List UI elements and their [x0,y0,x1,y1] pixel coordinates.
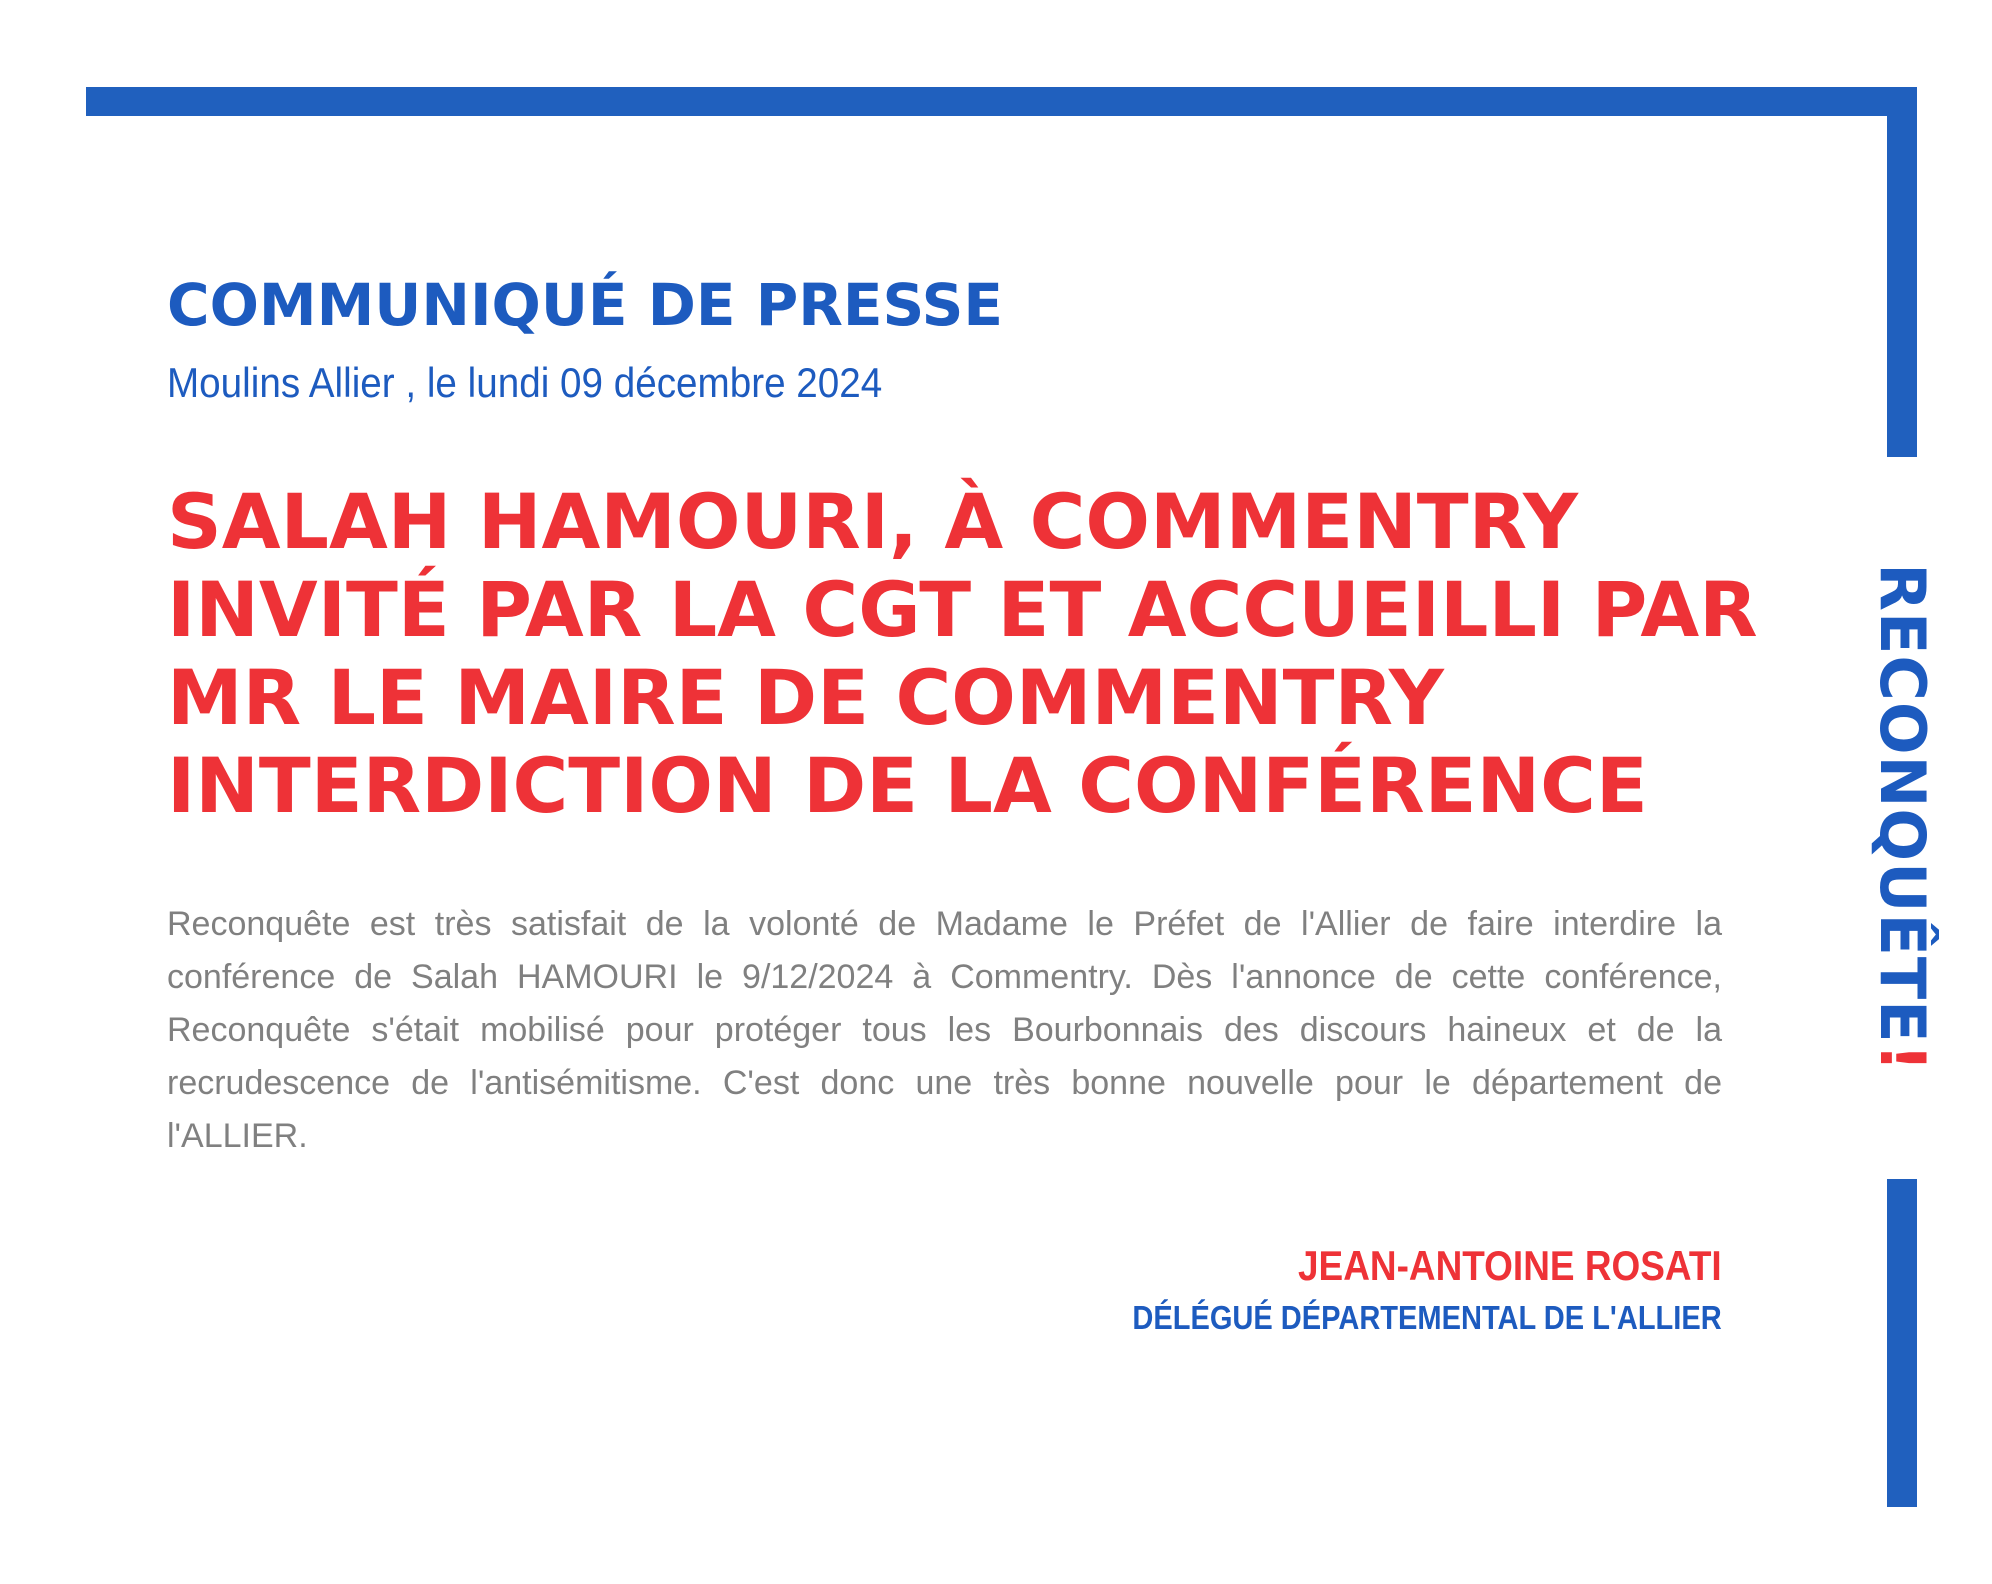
press-release-title: COMMUNIQUÉ DE PRESSE [167,271,1004,339]
headline [167,478,1767,830]
signatory-name: JEAN-ANTOINE ROSATI [1298,1242,1722,1289]
body-paragraph: Reconquête est très satisfait de la volonté de Madame le Préfet de l'Allier de faire interdire la conférence de Salah HAMOURI le 9/12/2024 à Commentry. Dès l'annonce de cette conférence, Reconquête s'était mobilisé pour protéger tous les Bourbonnais des discours haineux et de la recrudescence de l'antisémitisme. C'est donc une très bonne nouvelle pour le département de l'ALLIER. [167,905,1722,1155]
headline-line: INVITÉ PAR LA CGT ET ACCUEILLI PAR [167,565,1758,654]
headline-line: SALAH HAMOURI, À COMMENTRY [167,477,1579,566]
frame-right-upper-bar [1887,87,1917,457]
signatory-role: DÉLÉGUÉ DÉPARTEMENTAL DE L'ALLIER [1132,1298,1722,1336]
headline-line: MR LE MAIRE DE COMMENTRY [167,653,1444,742]
logo-text: RECONQUÊTE [1866,563,1939,1044]
logo-exclamation-mark: ! [1866,1043,1939,1073]
frame-right-lower-bar [1887,1179,1917,1507]
press-release-date: Moulins Allier , le lundi 09 décembre 2024 [167,359,883,406]
reconquete-logo [1866,563,1939,1073]
frame-top-bar [86,87,1917,116]
signature-block [1052,1240,1722,1339]
headline-line: INTERDICTION DE LA CONFÉRENCE [167,741,1648,830]
